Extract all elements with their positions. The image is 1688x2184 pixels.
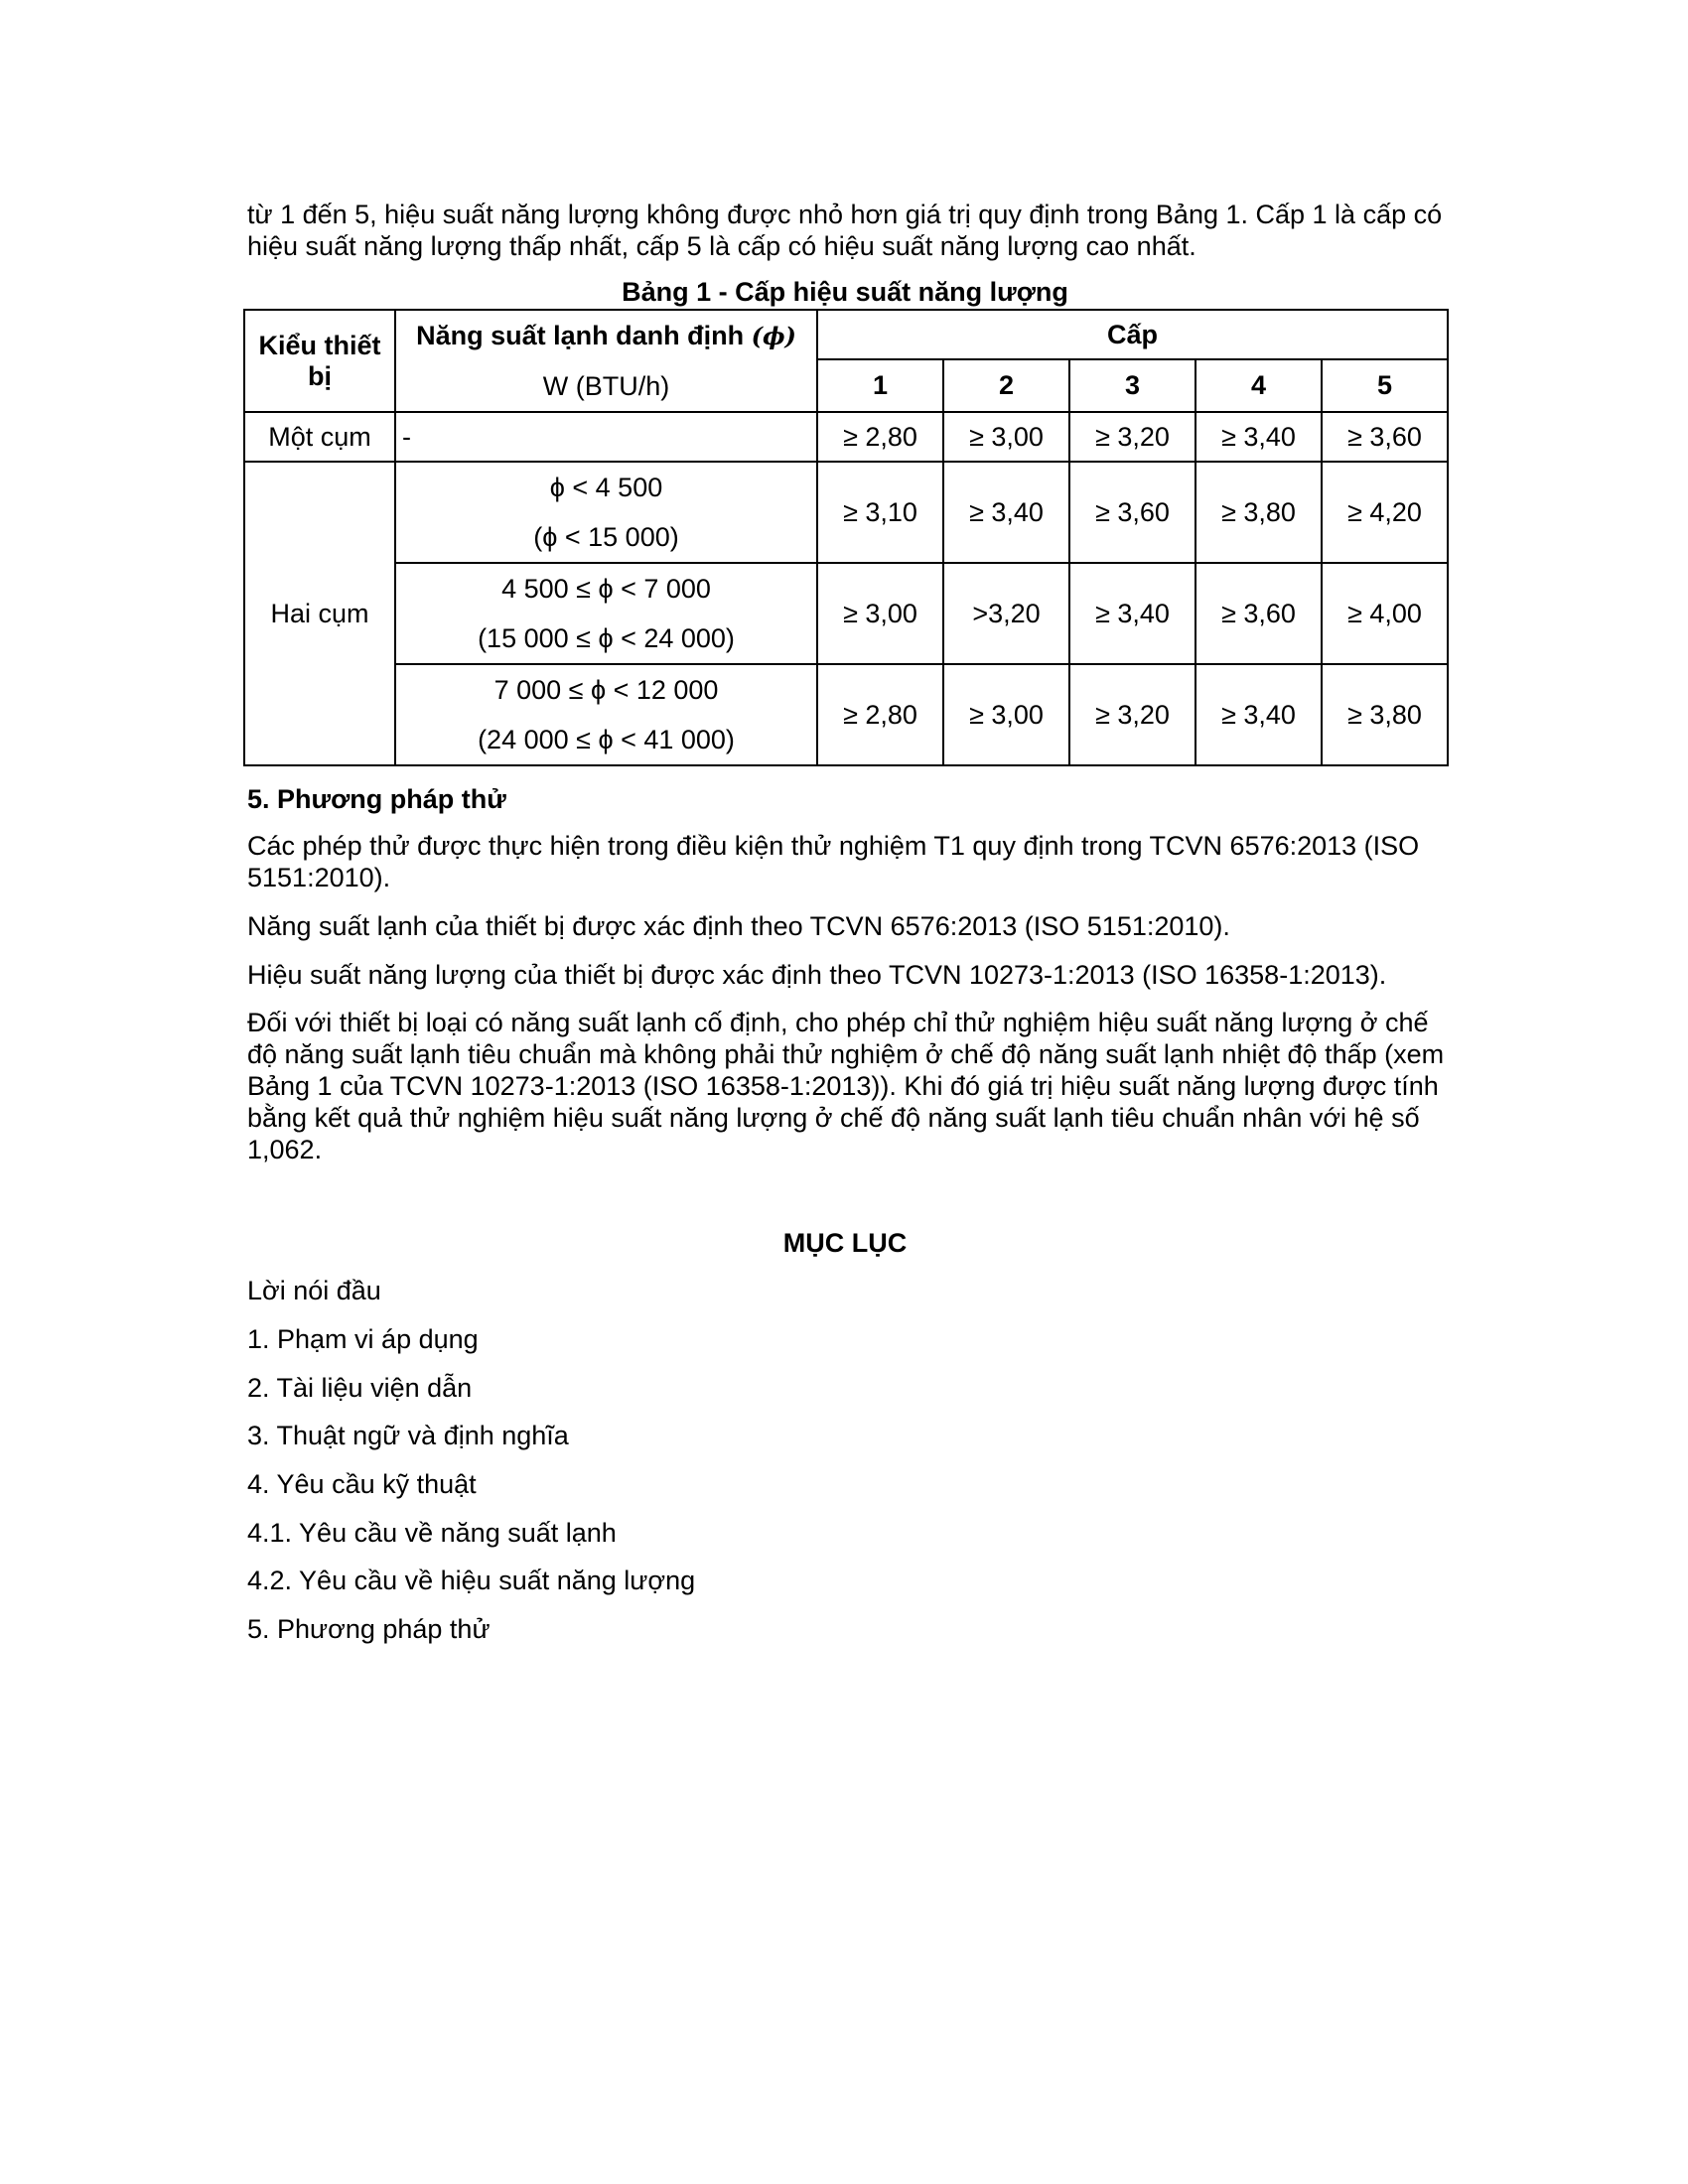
toc-item: 4.1. Yêu cầu về năng suất lạnh: [247, 1518, 617, 1548]
header-level-4: 4: [1196, 359, 1322, 412]
table-cell: ≥ 2,80: [817, 412, 943, 462]
intro-paragraph: từ 1 đến 5, hiệu suất năng lượng không được nhỏ hơn giá trị quy định trong Bảng 1. Cấp 1 là cấp có hiệu suất năng lượng thấp nhất, cấp 5 là cấp có hiệu suất năng lượng cao nhất.: [247, 200, 1443, 261]
table-cell: ≥ 3,40: [1196, 412, 1322, 462]
table-cell: ≥ 3,20: [1069, 412, 1196, 462]
table-cell: ≥ 4,20: [1322, 462, 1448, 563]
header-capacity: [395, 310, 817, 412]
table-row-hai-cum-2: [244, 563, 1448, 664]
table-caption: Bảng 1 - Cấp hiệu suất năng lượng: [622, 277, 1068, 307]
section-5-paragraph: Hiệu suất năng lượng của thiết bị được xác định theo TCVN 10273-1:2013 (ISO 16358-1:2013).: [247, 960, 1387, 990]
row-type-mot-cum: Một cụm: [244, 412, 395, 462]
table-cell: ≥ 3,40: [1069, 563, 1196, 664]
efficiency-level-table: [243, 309, 1449, 766]
table-row-hai-cum-1: [244, 462, 1448, 563]
section-5-paragraph: Các phép thử được thực hiện trong điều kiện thử nghiệm T1 quy định trong TCVN 6576:2013 (ISO 5151:2010).: [247, 831, 1420, 892]
capacity-w: 4 500 ≤ ϕ < 7 000: [501, 574, 711, 604]
table-cell: ≥ 3,20: [1069, 664, 1196, 765]
header-level-2: 2: [943, 359, 1069, 412]
row-capacity-range: [395, 563, 817, 664]
table-cell: ≥ 2,80: [817, 664, 943, 765]
header-type: Kiểu thiết bị: [244, 310, 395, 412]
table-cell: ≥ 3,10: [817, 462, 943, 563]
table-cell: ≥ 3,00: [943, 412, 1069, 462]
header-level-3: 3: [1069, 359, 1196, 412]
toc-title: MỤC LỤC: [782, 1228, 908, 1258]
header-capacity-unit: W (BTU/h): [542, 371, 670, 401]
table-row-mot-cum: [244, 412, 1448, 462]
section-5-paragraph: Đối với thiết bị loại có năng suất lạnh cố định, cho phép chỉ thử nghiệm hiệu suất năng lượng ở chế độ năng suất lạnh tiêu chuẩn mà không phải thử nghiệm ở chế độ năng suất lạnh nhiệt độ thấp (xem Bảng 1 của TCVN 10273-1:2013 (ISO 16358-1:2013)). Khi đó giá trị hiệu suất năng lượng được tính bằng kết quả thử nghiệm hiệu suất năng lượng ở chế độ năng suất lạnh tiêu chuẩn nhân với hệ số 1,062.: [247, 1008, 1445, 1164]
table-cell: ≥ 3,80: [1322, 664, 1448, 765]
section-5-heading: 5. Phương pháp thử: [247, 784, 506, 814]
toc-item: 4.2. Yêu cầu về hiệu suất năng lượng: [247, 1566, 696, 1595]
table-cell: ≥ 3,00: [943, 664, 1069, 765]
toc-item: Lời nói đầu: [247, 1276, 381, 1305]
capacity-btu: (15 000 ≤ ϕ < 24 000): [478, 623, 735, 653]
table-cell: ≥ 3,80: [1196, 462, 1322, 563]
header-level: Cấp: [817, 310, 1448, 359]
row-capacity-range: [395, 462, 817, 563]
capacity-btu: (24 000 ≤ ϕ < 41 000): [478, 725, 735, 754]
toc-item: 3. Thuật ngữ và định nghĩa: [247, 1421, 569, 1450]
section-5-paragraph: Năng suất lạnh của thiết bị được xác định theo TCVN 6576:2013 (ISO 5151:2010).: [247, 911, 1230, 941]
header-capacity-title: Năng suất lạnh danh định: [416, 321, 745, 350]
table-cell: >3,20: [943, 563, 1069, 664]
table-cell: ≥ 3,00: [817, 563, 943, 664]
capacity-w: ϕ < 4 500: [549, 473, 663, 502]
row-type-hai-cum: Hai cụm: [244, 462, 395, 765]
table-cell: ≥ 3,40: [943, 462, 1069, 563]
table-row-hai-cum-3: [244, 664, 1448, 765]
capacity-w: 7 000 ≤ ϕ < 12 000: [493, 675, 719, 705]
capacity-btu: (ϕ < 15 000): [533, 522, 679, 552]
table-cell: ≥ 3,60: [1196, 563, 1322, 664]
toc-item: 4. Yêu cầu kỹ thuật: [247, 1469, 477, 1499]
table-cell: ≥ 3,60: [1069, 462, 1196, 563]
row-capacity-range: [395, 664, 817, 765]
row-capacity-mot-cum: -: [395, 412, 817, 462]
header-level-5: 5: [1322, 359, 1448, 412]
table-cell: ≥ 3,60: [1322, 412, 1448, 462]
table-cell: ≥ 4,00: [1322, 563, 1448, 664]
header-capacity-phi: (ϕ): [751, 322, 796, 350]
toc-item: 2. Tài liệu viện dẫn: [247, 1373, 473, 1403]
table-cell: ≥ 3,40: [1196, 664, 1322, 765]
toc-item: 1. Phạm vi áp dụng: [247, 1324, 479, 1354]
toc-item: 5. Phương pháp thử: [247, 1614, 491, 1644]
header-level-1: 1: [817, 359, 943, 412]
